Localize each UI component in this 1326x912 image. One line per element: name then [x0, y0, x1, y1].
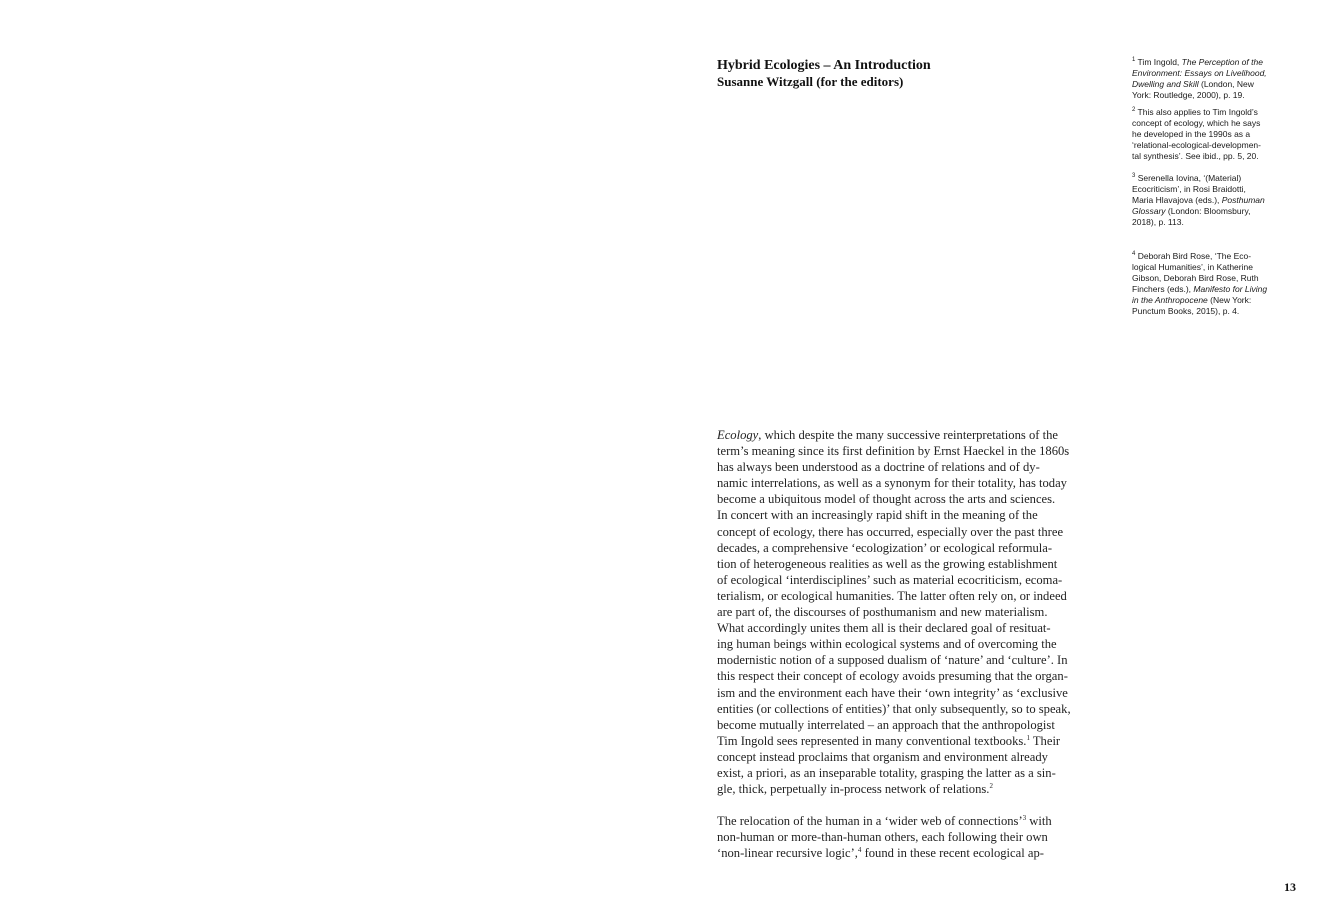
footnote-text: (London: Bloomsbury, 2018), p. 113.: [1132, 205, 1251, 227]
footnote-text: Deborah Bird Rose, ‘The Eco- logical Humanities’, in Katherine Gibson, Deborah Bird Rose, Ruth Finchers (eds.),: [1132, 251, 1259, 294]
paragraph-text: Their concept instead proclaims that organism and environment already exist, a priori, as an inseparable totality, grasping the latter as a sin- gle, thick, perpetually in-process network of relations.: [717, 733, 1061, 797]
footnote-text: Tim Ingold,: [1135, 57, 1182, 67]
chapter-author: Susanne Witzgall (for the editors): [717, 74, 904, 89]
paragraph-text: found in these recent ecological ap-: [861, 846, 1044, 861]
footnote-reference: 3: [1022, 814, 1027, 823]
footnote: [1132, 57, 1300, 107]
footnote-reference: 4: [857, 846, 862, 855]
footnote-number: 1: [1132, 57, 1136, 63]
footnotes-column: [1132, 57, 1300, 316]
emphasized-term: Ecology: [717, 428, 759, 442]
body-text: [717, 427, 1117, 861]
footnote-book-title: Posthuman Glossary: [1132, 194, 1265, 216]
footnote-reference: 2: [989, 782, 993, 791]
footnote: [1132, 107, 1300, 173]
body-paragraph: [717, 813, 1117, 861]
footnote-reference: 1: [1026, 733, 1030, 742]
paragraph-text: with non-human or more-than-human others, each following their own ‘non-linear recursive logic’,: [717, 814, 1052, 861]
footnote-book-title: The Perception of the Environment: Essays on Livelihood, Dwelling and Skill: [1132, 57, 1267, 89]
footnote-number: 4: [1132, 251, 1136, 257]
footnote-text: Serenella Iovina, ‘(Material) Ecocriticism’, in Rosi Braidotti, Maria Hlavajova (eds.),: [1132, 173, 1246, 205]
chapter-heading: [717, 58, 1097, 89]
paragraph-text: , which despite the many successive reinterpretations of the term’s meaning since its first definition by Ernst Haeckel in the 1860s has always been understood as a doctrine of relations and of dy- namic interrelations, as well as a synonym for their totality, has today become a ubiquitous model of thought across the arts and sciences. In concert with an increasingly rapid shift in the meaning of the concept of ecology, there has occurred, especially over the past three decades, a comprehensive ‘ecologization’ or ecological reformula- tion of heterogeneous realities as well as the growing establishment of ecological ‘interdisciplines’ such as material ecocriticism, ecoma- terialism, or ecological humanities. The latter often rely on, or indeed are part of, the discourses of posthumanism and new materialism. What accordingly unites them all is their declared goal of resituat- ing human beings within ecological systems and of overcoming the modernistic notion of a supposed dualism of ‘nature’ and ‘culture’. In this respect their concept of ecology avoids presuming that the organ- ism and the environment each have their ‘own integrity’ as ‘exclusive entities (or collections of entities)’ that only subsequently, so to speak, become mutually interrelated – an approach that the anthropologist Tim Ingold sees represented in many conventional textbooks.: [717, 428, 1071, 748]
chapter-title: Hybrid Ecologies – An Introduction: [717, 58, 931, 73]
footnote-book-title: Manifesto for Living in the Anthropocene: [1132, 283, 1268, 305]
footnote-text: This also applies to Tim Ingold’s concept of ecology, which he says he developed in the 1990s as a ‘relational-ecological-developmen- tal synthesis’. See ibid., pp. 5, 20.: [1132, 107, 1261, 161]
footnote-text: (London, New York: Routledge, 2000), p. 19.: [1132, 78, 1254, 100]
paragraph-text: The relocation of the human in a ‘wider web of connections’: [717, 814, 1023, 829]
page-number: 13: [1284, 880, 1296, 894]
footnote-number: 2: [1132, 107, 1136, 113]
footnote-text: (New York: Punctum Books, 2015), p. 4.: [1132, 294, 1252, 316]
footnote-number: 3: [1132, 173, 1136, 179]
footnote: [1132, 173, 1300, 251]
footnote: [1132, 251, 1300, 316]
body-paragraph: [717, 427, 1117, 797]
